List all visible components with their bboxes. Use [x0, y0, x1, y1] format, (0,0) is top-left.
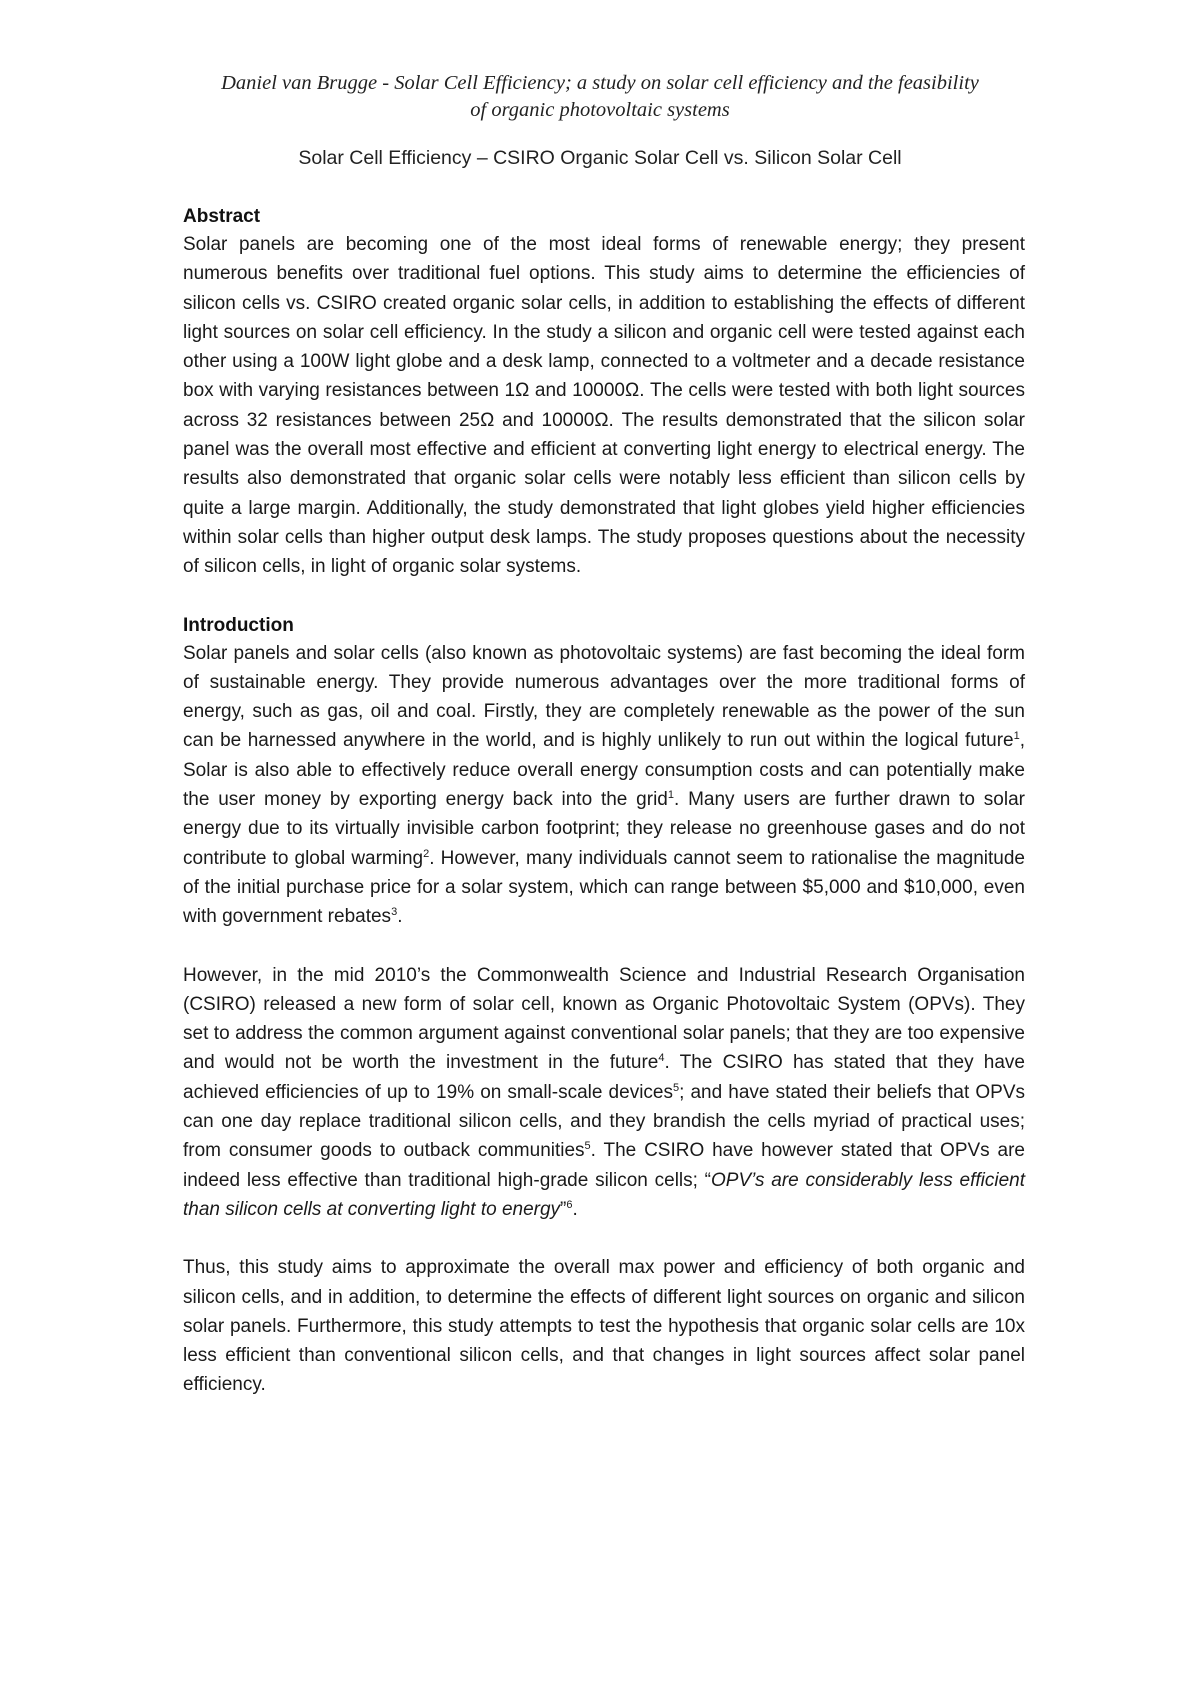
- running-header-line-1: Daniel van Brugge - Solar Cell Efficiency; a study on solar cell efficiency and the feasibility: [221, 72, 979, 94]
- citation-superscript: 1: [667, 789, 674, 802]
- running-header: [150, 70, 1050, 124]
- introduction-paragraph-2: [183, 961, 1025, 1225]
- citation-superscript: 1: [1013, 730, 1020, 743]
- text-span: .: [397, 906, 403, 928]
- citation-superscript: 4: [658, 1052, 665, 1065]
- text-span: .: [572, 1198, 578, 1220]
- text-span: However, in the mid 2010’s the Commonwealth Science and Industrial Research Organisation (CSIRO) released a new form of solar cell, known as Organic Photovoltaic System (OPVs). They set to address the common argument against conventional solar panels; that they are too expensive and would not be worth the investment in the future: [183, 964, 1025, 1074]
- introduction-section: [183, 612, 1025, 1400]
- text-span: ; and have stated their beliefs that OPVs can one day replace traditional silicon cells, and they brandish the cells myriad of practical uses; from consumer goods to outback communities: [183, 1081, 1025, 1162]
- text-span: , Solar is also able to effectively reduce overall energy consumption costs and can potentially make the user money by exporting energy back into the grid: [183, 730, 1025, 811]
- citation-superscript: 5: [672, 1081, 680, 1094]
- running-header-line-2: of organic photovoltaic systems: [470, 99, 730, 121]
- text-span: Solar panels and solar cells (also known as photovoltaic systems) are fast becoming the ideal form of sustainable energy. They provide numerous advantages over the more traditional forms of energy, such as gas, oil and coal. Firstly, they are completely renewable as the power of the sun can be harnessed anywhere in the world, and is highly unlikely to run out within the logical future: [183, 642, 1025, 752]
- text-span: . Many users are further drawn to solar energy due to its virtually invisible carbon footprint; they release no greenhouse gases and do not contribute to global warming: [183, 789, 1025, 869]
- abstract-heading: Abstract: [183, 206, 261, 227]
- italic-quote: OPV’s are considerably less efficient than silicon cells at converting light to energy: [183, 1169, 1025, 1220]
- citation-superscript: 6: [566, 1198, 573, 1211]
- introduction-heading: Introduction: [183, 614, 294, 636]
- text-span: . The CSIRO has stated that they have achieved efficiencies of up to 19% on small-scale devices: [183, 1052, 1026, 1103]
- citation-superscript: 3: [391, 906, 398, 919]
- document-title: Solar Cell Efficiency – CSIRO Organic Solar Cell vs. Silicon Solar Cell: [298, 147, 902, 169]
- citation-superscript: 5: [584, 1140, 591, 1153]
- text-span: ”: [560, 1198, 567, 1220]
- document-body: [183, 203, 1025, 1400]
- text-span: . The CSIRO have however stated that OPVs are indeed less effective than traditional high-grade silicon cells; “: [183, 1140, 1025, 1191]
- introduction-paragraph-1: [183, 639, 1025, 932]
- abstract-section: [183, 203, 1025, 582]
- citation-superscript: 2: [423, 847, 430, 860]
- abstract-paragraph: Solar panels are becoming one of the most ideal forms of renewable energy; they present numerous benefits over traditional fuel options. This study aims to determine the efficiencies of silicon cells vs. CSIRO created organic solar cells, in addition to establishing the effects of different light sources on solar cell efficiency. In the study a silicon and organic cell were tested against each other using a 100W light globe and a desk lamp, connected to a voltmeter and a decade resistance box with varying resistances between 1Ω and 10000Ω. The cells were tested with both light sources across 32 resistances between 25Ω and 10000Ω. The results demonstrated that the silicon solar panel was the overall most effective and efficient at converting light energy to electrical energy. The results also demonstrated that organic solar cells were notably less efficient than silicon cells by quite a large margin. Additionally, the study demonstrated that light globes yield higher efficiencies within solar cells than higher output desk lamps. The study proposes questions about the necessity of silicon cells, in light of organic solar systems.: [183, 234, 1025, 578]
- introduction-paragraph-3: Thus, this study aims to approximate the overall max power and efficiency of both organic and silicon cells, and in addition, to determine the effects of different light sources on organic and silicon solar panels. Furthermore, this study attempts to test the hypothesis that organic solar cells are 10x less efficient than conventional silicon cells, and that changes in light sources affect solar panel efficiency.: [183, 1257, 1025, 1396]
- text-span: . However, many individuals cannot seem to rationalise the magnitude of the initial purchase price for a solar system, which can range between $5,000 and $10,000, even with government rebates: [183, 847, 1025, 928]
